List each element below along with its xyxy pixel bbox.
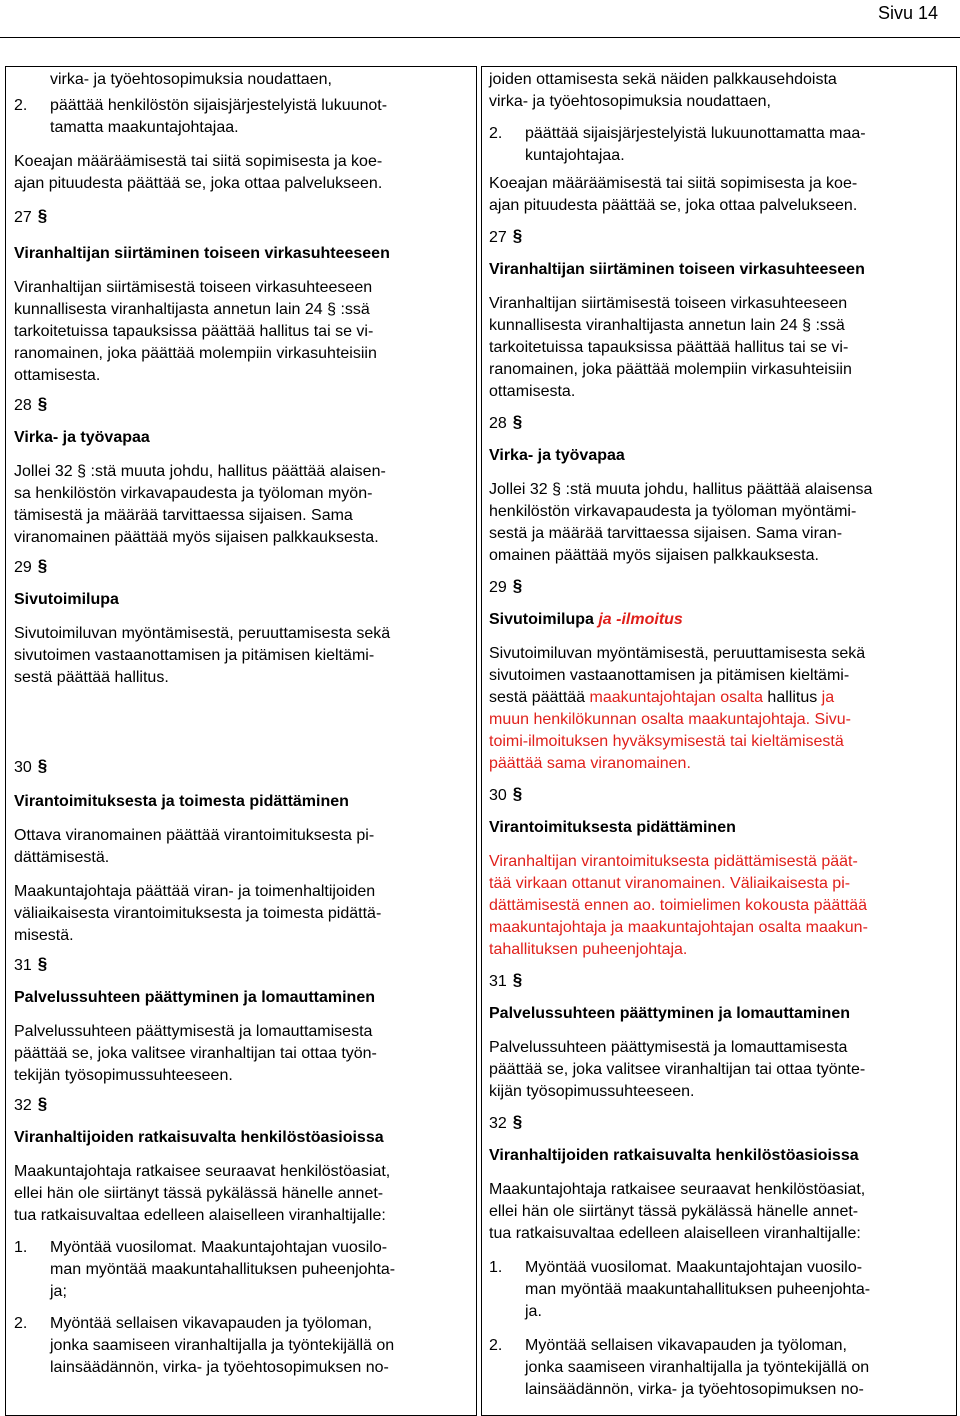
left-section-32-number: 32§	[14, 1095, 476, 1117]
right-probation-paragraph: Koeajan määräämisestä tai siitä sopimisesta ja koe- ajan pituudesta päättää se, joka ottaa palvelukseen.	[489, 175, 858, 214]
left-section-29-body: Sivutoimiluvan myöntämisestä, peruuttamisesta sekä sivutoimen vastaanottamisen ja pitämisen kieltämi- sestä päättää hallitus.	[14, 625, 391, 686]
header-divider	[0, 37, 960, 38]
left-section-31-body: Palvelussuhteen päättymisestä ja lomauttamisesta päättää se, joka valitsee viranhaltijan tai ottaa työn- tekijän työsopimussuhteeseen.	[14, 1023, 377, 1084]
left-section-30-body-1: Ottava viranomainen päättää virantoimituksesta pi- dättämisestä.	[14, 827, 375, 866]
right-section-30-body: Viranhaltijan virantoimituksesta pidättämisestä päät- tää virkaan ottanut viranomainen. Väliaikaisesta pi- dättämisestä ennen ao. toimielimen kokousta päättää maakuntajohtaja ja maakuntajohtajan osalta maakun- tahallituksen puheenjohtaja.	[489, 853, 868, 958]
right-section-32-title: Viranhaltijoiden ratkaisuvalta henkilöstöasioissa	[489, 1147, 859, 1164]
right-section-28-body: Jollei 32 § :stä muuta johdu, hallitus päättää alaisensa henkilöstön virkavapaudesta ja työloman myöntämi- sestä ja määrää tarvittaessa sijaisen. Sama viran- omainen päättää myös sijaisen palkkauksesta.	[489, 481, 873, 564]
right-section-30-title: Virantoimituksesta pidättäminen	[489, 819, 736, 836]
right-column-content	[489, 69, 956, 1401]
right-section-29-title: Sivutoimilupa ja -ilmoitus	[489, 611, 683, 628]
left-section-32-item-1: 1. Myöntää vuosilomat. Maakuntajohtajan vuosilo- man myöntää maakuntahallituksen puheenjohta- ja;	[14, 1239, 396, 1300]
left-section-32-title: Viranhaltijoiden ratkaisuvalta henkilöstöasioissa	[14, 1129, 384, 1146]
left-section-27-number: 27§	[14, 207, 476, 229]
left-intro-item	[14, 69, 476, 91]
left-section-30-number: 30§	[14, 757, 476, 779]
right-intro-paragraph: joiden ottamisesta sekä näiden palkkausehdoista virka- ja työehtosopimuksia noudattaen,	[489, 71, 837, 110]
left-section-28-body: Jollei 32 § :stä muuta johdu, hallitus päättää alaisen- sa henkilöstön virkavapaudesta ja työloman myön- tämisestä ja määrää tarvittaessa sijaisen. Sama viranomainen päättää myös sijaisen palkkauksesta.	[14, 463, 386, 546]
right-section-31-number: 31§	[489, 971, 956, 993]
paragraph-sign-icon	[513, 785, 523, 803]
left-section-28-title: Virka- ja työvapaa	[14, 429, 150, 446]
right-section-32-item-2: 2. Myöntää sellaisen vikavapauden ja työloman, jonka saamiseen viranhaltijalla ja työntekijällä on lainsäädännön, virka- ja työehtosopimuksen no-	[489, 1337, 870, 1398]
added-title-text: ja -ilmoitus	[598, 611, 683, 628]
page-header	[0, 0, 960, 28]
left-section-31-title: Palvelussuhteen päättyminen ja lomauttaminen	[14, 989, 375, 1006]
left-section-31-number: 31§	[14, 955, 476, 977]
left-section-32-body: Maakuntajohtaja ratkaisee seuraavat henkilöstöasiat, ellei hän ole siirtänyt tässä pykälässä hänelle annet- tua ratkaisuvaltaa edelleen alaiselleen viranhaltijalle:	[14, 1163, 391, 1224]
paragraph-sign-icon	[513, 971, 523, 989]
left-section-29-number: 29§	[14, 557, 476, 579]
right-section-27-title: Viranhaltijan siirtäminen toiseen virkasuhteeseen	[489, 261, 865, 278]
left-section-32-item-2: 2. Myöntää sellaisen vikavapauden ja työloman, jonka saamiseen viranhaltijalla ja työntekijällä on lainsäädännön, virka- ja työehtosopimuksen no-	[14, 1315, 395, 1376]
paragraph-sign-icon	[38, 1095, 48, 1113]
left-section-27-body: Viranhaltijan siirtämisestä toiseen virkasuhteeseen kunnallisesta viranhaltijasta annetun lain 24 § :ssä tarkoitetuissa tapauksissa päättää hallitus tai se vi- ranomainen, joka päättää molempiin virkasuhteisiin ottamisesta.	[14, 279, 377, 384]
paragraph-sign-icon	[38, 395, 48, 413]
right-section-31-title: Palvelussuhteen päättyminen ja lomauttaminen	[489, 1005, 850, 1022]
paragraph-sign-icon	[38, 557, 48, 575]
paragraph-sign-icon	[513, 227, 523, 245]
list-number: 2.	[14, 97, 28, 114]
paragraph-sign-icon	[38, 955, 48, 973]
left-section-28-number: 28§	[14, 395, 476, 417]
right-section-31-body: Palvelussuhteen päättymisestä ja lomauttamisesta päättää se, joka valitsee viranhaltijan tai ottaa työnte- kijän työsopimussuhteeseen.	[489, 1039, 866, 1100]
right-section-29-number: 29§	[489, 577, 956, 599]
right-section-28-title: Virka- ja työvapaa	[489, 447, 625, 464]
left-column-content	[14, 69, 476, 1379]
left-section-30-title: Virantoimituksesta ja toimesta pidättäminen	[14, 793, 349, 810]
right-section-27-body: Viranhaltijan siirtämisestä toiseen virkasuhteeseen kunnallisesta viranhaltijasta annetun lain 24 § :ssä tarkoitetuissa tapauksissa päättää hallitus tai se vi- ranomainen, joka päättää molempiin virkasuhteisiin ottamisesta.	[489, 295, 852, 400]
right-list-item-2: 2. päättää sijaisjärjestelyistä lukuunottamatta maa- kuntajohtajaa.	[489, 125, 866, 164]
right-section-32-item-1: 1. Myöntää vuosilomat. Maakuntajohtajan vuosilo- man myöntää maakuntahallituksen puheenjohta- ja.	[489, 1259, 871, 1320]
left-section-27-title: Viranhaltijan siirtäminen toiseen virkasuhteeseen	[14, 245, 390, 262]
left-probation-paragraph: Koeajan määräämisestä tai siitä sopimisesta ja koe- ajan pituudesta päättää se, joka ottaa palvelukseen.	[14, 153, 383, 192]
left-section-30-body-2: Maakuntajohtaja päättää viran- ja toimenhaltijoiden väliaikaisesta virantoimituksesta ja toimesta pidättä- misestä.	[14, 883, 382, 944]
paragraph-sign-icon	[513, 1113, 523, 1131]
left-list-item-2: 2. päättää henkilöstön sijaisjärjestelyistä lukuunot- tamatta maakuntajohtajaa.	[14, 95, 476, 139]
paragraph-sign-icon	[38, 757, 48, 775]
right-section-32-body: Maakuntajohtaja ratkaisee seuraavat henkilöstöasiat, ellei hän ole siirtänyt tässä pykälässä hänelle annet- tua ratkaisuvaltaa edelleen alaiselleen viranhaltijalle:	[489, 1181, 866, 1242]
left-section-29-title: Sivutoimilupa	[14, 591, 119, 608]
right-section-27-number: 27§	[489, 227, 956, 249]
left-column	[5, 66, 477, 1416]
right-section-32-number: 32§	[489, 1113, 956, 1135]
paragraph-sign-icon	[38, 207, 48, 225]
right-section-30-number: 30§	[489, 785, 956, 807]
right-section-28-number: 28§	[489, 413, 956, 435]
paragraph-sign-icon	[513, 577, 523, 595]
page-number: Sivu 14	[877, 3, 938, 23]
left-intro-line: virka- ja työehtosopimuksia noudattaen,	[50, 71, 332, 88]
right-section-29-body: Sivutoimiluvan myöntämisestä, peruuttamisesta sekä sivutoimen vastaanottamisen ja pitämisen kieltämi- sestä päättää maakuntajohtajan osalta hallitus ja muun henkilökunnan osalta maakuntajohtaja. Sivu- toimi-ilmoituksen hyväksymisestä tai kieltämisestä päättää sama viranomainen.	[489, 645, 866, 772]
right-column	[481, 66, 957, 1416]
paragraph-sign-icon	[513, 413, 523, 431]
